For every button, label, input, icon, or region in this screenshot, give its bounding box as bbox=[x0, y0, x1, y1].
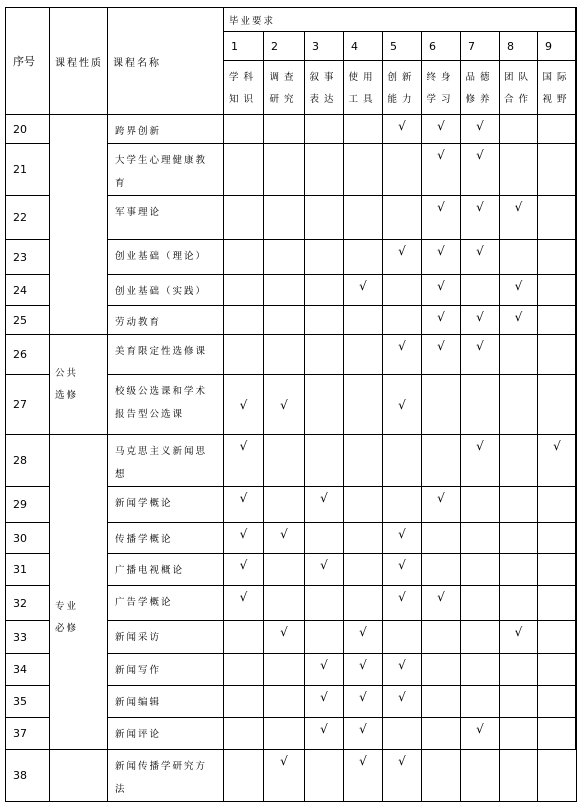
check-mark-icon: √ bbox=[359, 279, 367, 293]
requirement-cell bbox=[461, 240, 500, 275]
requirement-cell bbox=[461, 686, 500, 718]
requirement-cell bbox=[305, 306, 344, 335]
requirement-cell bbox=[383, 240, 422, 275]
check-mark-icon: √ bbox=[437, 244, 445, 258]
check-mark-icon: √ bbox=[476, 339, 484, 353]
requirement-cell bbox=[538, 654, 577, 686]
requirement-cell bbox=[383, 306, 422, 335]
requirement-cell bbox=[224, 144, 264, 196]
requirement-cell bbox=[264, 144, 305, 196]
requirement-cell bbox=[264, 115, 305, 144]
requirement-cell bbox=[344, 435, 383, 487]
course-name: 新闻传播学研究方法 bbox=[108, 750, 224, 802]
requirement-cell bbox=[500, 554, 538, 586]
requirement-cell bbox=[422, 654, 461, 686]
check-mark-icon: √ bbox=[437, 279, 445, 293]
requirement-cell bbox=[461, 435, 500, 487]
course-name: 创业基础（实践） bbox=[108, 275, 224, 306]
requirement-cell bbox=[500, 621, 538, 654]
requirement-cell bbox=[500, 115, 538, 144]
table-row bbox=[6, 335, 577, 375]
check-mark-icon: √ bbox=[280, 397, 288, 412]
requirement-cell bbox=[461, 306, 500, 335]
requirement-cell bbox=[422, 144, 461, 196]
course-name: 新闻学概论 bbox=[108, 487, 224, 523]
requirement-cell bbox=[538, 375, 577, 435]
requirement-cell bbox=[538, 750, 577, 802]
check-mark-icon: √ bbox=[476, 244, 484, 258]
requirement-cell bbox=[422, 487, 461, 523]
requirement-label bbox=[264, 61, 305, 115]
check-mark-icon: √ bbox=[239, 439, 248, 453]
requirement-cell bbox=[538, 115, 577, 144]
check-mark-icon: √ bbox=[437, 590, 445, 604]
course-name: 大学生心理健康教育 bbox=[108, 144, 224, 196]
requirement-cell bbox=[224, 750, 264, 802]
requirement-cell bbox=[538, 240, 577, 275]
course-name: 军事理论 bbox=[108, 196, 224, 240]
requirement-cell bbox=[383, 435, 422, 487]
requirement-cell bbox=[344, 554, 383, 586]
requirement-cell bbox=[264, 487, 305, 523]
requirement-number: 7 bbox=[461, 32, 500, 61]
requirement-label bbox=[224, 61, 264, 115]
requirement-cell bbox=[224, 686, 264, 718]
requirement-cell bbox=[224, 523, 264, 554]
requirement-cell bbox=[224, 196, 264, 240]
course-nature bbox=[50, 115, 108, 335]
requirement-cell bbox=[264, 621, 305, 654]
requirement-label-line2: 表达 bbox=[309, 93, 339, 105]
course-name: 马克思主义新闻思想 bbox=[108, 435, 224, 487]
check-mark-icon: √ bbox=[359, 722, 367, 736]
requirement-cell bbox=[264, 586, 305, 621]
requirement-cell bbox=[538, 554, 577, 586]
requirement-cell bbox=[305, 115, 344, 144]
requirement-label-line1: 叙事 bbox=[309, 71, 339, 83]
check-mark-icon: √ bbox=[437, 491, 445, 505]
requirement-cell bbox=[461, 523, 500, 554]
requirement-cell bbox=[461, 487, 500, 523]
row-number: 35 bbox=[6, 686, 50, 718]
requirement-label-line2: 合作 bbox=[503, 93, 533, 105]
requirement-cell bbox=[344, 586, 383, 621]
check-mark-icon: √ bbox=[514, 625, 523, 639]
check-mark-icon: √ bbox=[320, 690, 328, 704]
requirement-cell bbox=[500, 275, 538, 306]
check-mark-icon: √ bbox=[476, 439, 484, 453]
requirement-cell bbox=[305, 621, 344, 654]
course-name: 新闻评论 bbox=[108, 718, 224, 750]
requirement-cell bbox=[422, 718, 461, 750]
check-mark-icon: √ bbox=[476, 148, 484, 162]
check-mark-icon: √ bbox=[398, 119, 406, 133]
requirement-cell bbox=[538, 306, 577, 335]
requirement-cell bbox=[461, 375, 500, 435]
check-mark-icon: √ bbox=[398, 754, 406, 768]
requirement-cell bbox=[500, 375, 538, 435]
requirement-cell bbox=[383, 523, 422, 554]
requirement-cell bbox=[422, 375, 461, 435]
requirement-cell bbox=[305, 586, 344, 621]
requirement-label bbox=[422, 61, 461, 115]
requirement-cell bbox=[422, 196, 461, 240]
course-name: 校级公选课和学术报告型公选课 bbox=[108, 375, 224, 435]
row-number: 30 bbox=[6, 523, 50, 554]
requirement-cell bbox=[500, 487, 538, 523]
requirement-cell bbox=[264, 750, 305, 802]
course-name: 新闻采访 bbox=[108, 621, 224, 654]
requirement-label-line1: 学科 bbox=[228, 71, 258, 83]
requirement-cell bbox=[344, 115, 383, 144]
check-mark-icon: √ bbox=[437, 200, 445, 214]
requirement-cell bbox=[538, 621, 577, 654]
requirement-cell bbox=[538, 144, 577, 196]
check-mark-icon: √ bbox=[437, 148, 445, 162]
requirement-cell bbox=[383, 686, 422, 718]
table-row bbox=[6, 115, 577, 144]
check-mark-icon: √ bbox=[398, 339, 406, 353]
requirement-number: 5 bbox=[383, 32, 422, 61]
requirement-number: 1 bbox=[224, 32, 264, 61]
requirement-cell bbox=[383, 621, 422, 654]
requirement-cell bbox=[461, 335, 500, 375]
row-number: 38 bbox=[6, 750, 50, 802]
check-mark-icon: √ bbox=[437, 119, 445, 133]
check-mark-icon: √ bbox=[359, 658, 367, 672]
check-mark-icon: √ bbox=[320, 658, 328, 672]
requirement-cell bbox=[264, 523, 305, 554]
course-name: 新闻写作 bbox=[108, 654, 224, 686]
requirement-label bbox=[500, 61, 538, 115]
requirement-cell bbox=[224, 718, 264, 750]
requirement-cell bbox=[500, 335, 538, 375]
requirement-cell bbox=[344, 523, 383, 554]
requirement-cell bbox=[344, 144, 383, 196]
requirement-cell bbox=[305, 375, 344, 435]
requirement-cell bbox=[422, 523, 461, 554]
requirement-cell bbox=[224, 621, 264, 654]
check-mark-icon: √ bbox=[398, 397, 406, 412]
requirement-cell bbox=[224, 115, 264, 144]
row-number: 23 bbox=[6, 240, 50, 275]
check-mark-icon: √ bbox=[398, 527, 406, 541]
requirement-cell bbox=[461, 718, 500, 750]
table-row bbox=[6, 435, 577, 487]
check-mark-icon: √ bbox=[320, 491, 328, 505]
check-mark-icon: √ bbox=[280, 625, 288, 639]
row-number: 31 bbox=[6, 554, 50, 586]
requirement-cell bbox=[264, 554, 305, 586]
requirement-cell bbox=[538, 718, 577, 750]
row-number: 21 bbox=[6, 144, 50, 196]
check-mark-icon: √ bbox=[239, 491, 248, 505]
requirement-label bbox=[344, 61, 383, 115]
requirement-label-line1: 调查 bbox=[269, 71, 299, 83]
check-mark-icon: √ bbox=[320, 722, 328, 736]
requirement-cell bbox=[538, 335, 577, 375]
requirement-cell bbox=[344, 306, 383, 335]
requirement-label-line2: 修养 bbox=[465, 93, 495, 105]
requirement-cell bbox=[422, 435, 461, 487]
check-mark-icon: √ bbox=[476, 119, 484, 133]
requirement-cell bbox=[305, 523, 344, 554]
requirement-cell bbox=[422, 554, 461, 586]
requirement-cell bbox=[538, 686, 577, 718]
requirement-cell bbox=[344, 750, 383, 802]
requirement-number: 9 bbox=[538, 32, 577, 61]
requirement-cell bbox=[224, 435, 264, 487]
row-number: 34 bbox=[6, 654, 50, 686]
row-number: 29 bbox=[6, 487, 50, 523]
requirement-cell bbox=[224, 375, 264, 435]
requirement-cell bbox=[422, 621, 461, 654]
header-requirements: 毕业要求 bbox=[224, 8, 577, 32]
requirement-cell bbox=[538, 586, 577, 621]
requirement-cell bbox=[422, 335, 461, 375]
row-number: 27 bbox=[6, 375, 50, 435]
course-name: 广播电视概论 bbox=[108, 554, 224, 586]
course-name: 美育限定性选修课 bbox=[108, 335, 224, 375]
check-mark-icon: √ bbox=[398, 244, 406, 258]
row-number: 24 bbox=[6, 275, 50, 306]
requirement-cell bbox=[422, 275, 461, 306]
check-mark-icon: √ bbox=[239, 590, 248, 604]
requirement-cell bbox=[383, 144, 422, 196]
requirement-cell bbox=[383, 487, 422, 523]
course-name: 广告学概论 bbox=[108, 586, 224, 621]
requirement-cell bbox=[344, 686, 383, 718]
requirement-cell bbox=[500, 586, 538, 621]
requirement-cell bbox=[500, 523, 538, 554]
requirement-label-line1: 创新 bbox=[387, 71, 417, 83]
requirement-cell bbox=[264, 375, 305, 435]
requirement-cell bbox=[538, 487, 577, 523]
requirement-cell bbox=[305, 750, 344, 802]
requirement-cell bbox=[500, 144, 538, 196]
check-mark-icon: √ bbox=[280, 754, 288, 768]
course-nature: 公共 选修 bbox=[50, 335, 108, 435]
header-row-1 bbox=[6, 8, 577, 32]
requirement-cell bbox=[422, 240, 461, 275]
row-number: 28 bbox=[6, 435, 50, 487]
requirement-label-line2: 学习 bbox=[426, 93, 456, 105]
check-mark-icon: √ bbox=[514, 200, 523, 214]
requirement-cell bbox=[344, 375, 383, 435]
requirement-cell bbox=[383, 654, 422, 686]
requirement-cell bbox=[224, 586, 264, 621]
requirement-cell bbox=[500, 240, 538, 275]
requirement-cell bbox=[500, 306, 538, 335]
requirement-cell bbox=[344, 487, 383, 523]
requirement-cell bbox=[344, 335, 383, 375]
requirement-cell bbox=[344, 196, 383, 240]
requirement-cell bbox=[422, 306, 461, 335]
requirement-label bbox=[383, 61, 422, 115]
requirement-cell bbox=[264, 196, 305, 240]
requirement-label-line1: 使用 bbox=[348, 71, 378, 83]
requirement-label-line1: 终身 bbox=[426, 71, 456, 83]
requirement-number: 8 bbox=[500, 32, 538, 61]
requirement-cell bbox=[305, 654, 344, 686]
requirement-cell bbox=[383, 750, 422, 802]
requirement-cell bbox=[500, 654, 538, 686]
requirement-number: 6 bbox=[422, 32, 461, 61]
check-mark-icon: √ bbox=[280, 527, 288, 541]
check-mark-icon: √ bbox=[437, 339, 445, 353]
requirement-cell bbox=[461, 196, 500, 240]
requirement-cell bbox=[422, 686, 461, 718]
course-name: 传播学概论 bbox=[108, 523, 224, 554]
requirement-cell bbox=[461, 554, 500, 586]
requirement-cell bbox=[461, 654, 500, 686]
requirement-cell bbox=[224, 487, 264, 523]
requirement-cell bbox=[224, 654, 264, 686]
check-mark-icon: √ bbox=[239, 558, 248, 572]
requirement-cell bbox=[538, 196, 577, 240]
check-mark-icon: √ bbox=[359, 690, 367, 704]
check-mark-icon: √ bbox=[398, 690, 406, 704]
requirement-cell bbox=[305, 144, 344, 196]
graduation-requirements-table bbox=[5, 7, 577, 802]
requirement-cell bbox=[383, 275, 422, 306]
requirement-cell bbox=[383, 115, 422, 144]
requirement-cell bbox=[461, 115, 500, 144]
requirement-cell bbox=[344, 654, 383, 686]
requirement-cell bbox=[538, 275, 577, 306]
requirement-cell bbox=[422, 586, 461, 621]
requirement-label-line1: 团队 bbox=[503, 71, 533, 83]
requirement-cell bbox=[224, 275, 264, 306]
requirement-cell bbox=[264, 335, 305, 375]
requirement-label bbox=[461, 61, 500, 115]
requirement-label-line1: 国际 bbox=[542, 71, 572, 83]
requirement-cell bbox=[500, 196, 538, 240]
requirement-cell bbox=[461, 586, 500, 621]
requirement-cell bbox=[383, 554, 422, 586]
course-name: 新闻编辑 bbox=[108, 686, 224, 718]
requirement-cell bbox=[305, 435, 344, 487]
requirement-cell bbox=[305, 487, 344, 523]
course-name: 劳动教育 bbox=[108, 306, 224, 335]
row-number: 37 bbox=[6, 718, 50, 750]
check-mark-icon: √ bbox=[437, 310, 445, 324]
requirement-label bbox=[538, 61, 577, 115]
requirement-number: 4 bbox=[344, 32, 383, 61]
requirement-cell bbox=[538, 435, 577, 487]
check-mark-icon: √ bbox=[476, 310, 484, 324]
requirement-cell bbox=[383, 335, 422, 375]
requirement-cell bbox=[305, 335, 344, 375]
course-name: 创业基础（理论） bbox=[108, 240, 224, 275]
requirement-cell bbox=[305, 275, 344, 306]
requirement-label bbox=[305, 61, 344, 115]
check-mark-icon: √ bbox=[553, 439, 561, 453]
requirement-number: 2 bbox=[264, 32, 305, 61]
header-nature: 课程性质 bbox=[50, 8, 108, 115]
requirement-label-line2: 研究 bbox=[269, 93, 299, 105]
requirement-cell bbox=[305, 196, 344, 240]
requirement-cell bbox=[224, 335, 264, 375]
requirement-cell bbox=[422, 750, 461, 802]
requirement-number: 3 bbox=[305, 32, 344, 61]
requirement-cell bbox=[500, 750, 538, 802]
check-mark-icon: √ bbox=[476, 722, 484, 736]
requirement-cell bbox=[344, 240, 383, 275]
requirement-cell bbox=[461, 621, 500, 654]
check-mark-icon: √ bbox=[239, 397, 248, 412]
requirement-label-line2: 工具 bbox=[348, 93, 378, 105]
requirement-cell bbox=[305, 686, 344, 718]
requirement-cell bbox=[500, 686, 538, 718]
requirement-cell bbox=[500, 435, 538, 487]
course-nature: 专业 必修 bbox=[50, 435, 108, 802]
check-mark-icon: √ bbox=[320, 558, 328, 572]
requirement-cell bbox=[264, 275, 305, 306]
requirement-cell bbox=[538, 523, 577, 554]
requirement-cell bbox=[344, 621, 383, 654]
requirement-cell bbox=[422, 115, 461, 144]
requirement-cell bbox=[305, 240, 344, 275]
requirement-cell bbox=[264, 718, 305, 750]
requirement-cell bbox=[224, 240, 264, 275]
requirement-cell bbox=[224, 306, 264, 335]
check-mark-icon: √ bbox=[398, 658, 406, 672]
row-number: 32 bbox=[6, 586, 50, 621]
requirement-cell bbox=[264, 306, 305, 335]
requirement-label-line1: 品德 bbox=[465, 71, 495, 83]
requirement-label-line2: 知识 bbox=[228, 93, 258, 105]
course-name: 跨界创新 bbox=[108, 115, 224, 144]
requirement-label-line2: 能力 bbox=[387, 93, 417, 105]
check-mark-icon: √ bbox=[398, 590, 406, 604]
row-number: 26 bbox=[6, 335, 50, 375]
requirement-cell bbox=[383, 718, 422, 750]
row-number: 22 bbox=[6, 196, 50, 240]
check-mark-icon: √ bbox=[359, 754, 367, 768]
requirement-cell bbox=[500, 718, 538, 750]
requirement-cell bbox=[344, 718, 383, 750]
requirement-cell bbox=[383, 375, 422, 435]
requirement-cell bbox=[383, 586, 422, 621]
requirement-cell bbox=[383, 196, 422, 240]
requirement-cell bbox=[461, 750, 500, 802]
header-name: 课程名称 bbox=[108, 8, 224, 115]
requirement-cell bbox=[344, 275, 383, 306]
check-mark-icon: √ bbox=[514, 310, 523, 324]
requirement-cell bbox=[264, 654, 305, 686]
requirement-cell bbox=[461, 275, 500, 306]
check-mark-icon: √ bbox=[476, 200, 484, 214]
row-number: 20 bbox=[6, 115, 50, 144]
row-number: 33 bbox=[6, 621, 50, 654]
requirement-cell bbox=[264, 240, 305, 275]
requirement-cell bbox=[264, 686, 305, 718]
header-no: 序号 bbox=[6, 8, 50, 115]
check-mark-icon: √ bbox=[398, 558, 406, 572]
requirement-cell bbox=[461, 144, 500, 196]
check-mark-icon: √ bbox=[239, 527, 248, 541]
row-number: 25 bbox=[6, 306, 50, 335]
requirement-cell bbox=[264, 435, 305, 487]
check-mark-icon: √ bbox=[359, 625, 367, 639]
requirement-cell bbox=[224, 554, 264, 586]
requirement-cell bbox=[305, 718, 344, 750]
requirement-label-line2: 视野 bbox=[542, 93, 572, 105]
check-mark-icon: √ bbox=[514, 279, 523, 293]
requirement-cell bbox=[305, 554, 344, 586]
